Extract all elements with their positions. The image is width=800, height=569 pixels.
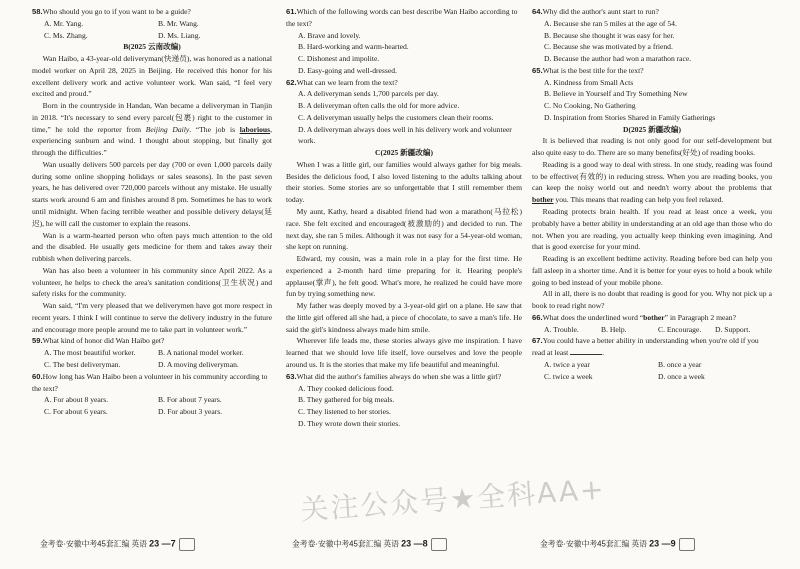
options-59: A. The most beautiful worker. B. A national model worker. C. The best deliveryman. D. A moving deliveryman. (44, 348, 244, 369)
footer-middle: 金考卷·安徽中考45套汇编 英语 23 —8 (292, 538, 447, 551)
section-c-heading: C(2025 新疆改编) (374, 148, 433, 158)
paragraph: Wan usually delivers 500 parcels per day (700 or even 1,000 parcels daily during some online shopping holidays or sales seasons). In the past seven years, he has delivered over 720,000 parcels without any mistake. He usually starts work around 6 am and finishes around 8 pm. Sometimes he has to work until midnight. When facing terrible weather and possible delivery delays(延迟), he will call the customer to explain the reasons. (32, 159, 272, 228)
question-64: 64.Why did the author's aunt start to run? (532, 7, 659, 16)
paragraph: Wan Haibo, a 43-year-old deliveryman(快递员), was honored as a national model worker on April 28, 2025 in Beijing. He received this honor for his excellent delivery work and active volunteer work. Wan said, “I feel very excited and proud.” (32, 54, 272, 99)
paragraph: My aunt, Kathy, heard a disabled friend had won a marathon(马拉松) race. She felt excited and encouraged(被激励的) and decided to run. The next day, she ran 5 miles. Although it was not easy for a 54-year-old woman, she kept on running. (286, 207, 522, 252)
underlined-word: bother (532, 195, 554, 205)
paragraph: Reading is a good way to deal with stress. In one study, reading was found to be effective(有效的) in reducing stress. When you are reading books, you can keep the noisy world out and needn't worry about the problems that bother you. This means that reading can help you feel relaxed. (532, 159, 772, 205)
paragraph: When I was a little girl, our families would always gather for big meals. Besides the delicious food, I also loved listening to the adults talking about their stories. Some stories are so unforgettable that I still remember them today. (286, 159, 522, 205)
publisher-logo-icon (679, 538, 695, 551)
question-63: 63.What did the author's families always do when she was a little girl? (286, 371, 502, 381)
answer-blank (570, 347, 602, 355)
paragraph: It is believed that reading is not only good for our self-development but also quite easy to do. There are so many benefits(好处) of reading books. (532, 136, 772, 158)
question-60: 60.How long has Wan Haibo been a volunteer in his community according to the text? (32, 371, 268, 393)
publisher-logo-icon (431, 538, 447, 551)
page-number: 23 —8 (401, 538, 428, 549)
options-64: A. Because she ran 5 miles at the age of 54. B. Because she thought it was easy for her. C. Because she was motivated by a friend. D. Because the author had won a marathon race. (544, 18, 692, 64)
page-number: 23 —7 (149, 538, 176, 549)
question-62: 62.What can we learn from the text? (286, 77, 398, 87)
paragraph: Reading protects brain health. If you read at least once a week, you probably have a better ability in understanding at an old age than those who do not. When you are reading, you actually keep thinking even imagining. And that is good exercise for your mind. (532, 207, 772, 252)
footer-right: 金考卷·安徽中考45套汇编 英语 23 —9 (540, 538, 695, 551)
watermark: 关注公众号★全科AA+ (299, 472, 607, 527)
paragraph: Edward, my cousin, was a main role in a play for the first time. He experienced a 2-month hard time preparing for it. Hearing people's applause(掌声), he felt good. What's more, he realized he could have more fun by trying something new. (286, 254, 522, 299)
column-left (32, 6, 272, 418)
page-number: 23 —9 (649, 538, 676, 549)
options-66: A. Trouble. B. Help. C. Encourage. D. Support. (544, 324, 751, 334)
section-d-heading: D(2025 新疆改编) (622, 124, 681, 134)
footer-left: 金考卷·安徽中考45套汇编 英语 23 —7 (40, 538, 195, 551)
question-58: 58.Who should you go to if you want to be a guide? (32, 7, 191, 16)
paragraph: Wan has also been a volunteer in his community since April 2022. As a volunteer, he helps to check the area's sanitation conditions(卫生状况) and safety risks for the community. (32, 265, 272, 299)
question-61: 61.Which of the following words can best describe Wan Haibo according to the text? (286, 7, 518, 28)
column-right (532, 6, 772, 383)
underlined-word: laborious (239, 124, 271, 134)
paragraph: Born in the countryside in Handan, Wan became a deliveryman in Tianjin in 2018. “It's necessary to send every parcel(包裹) right to the customer in time,” he told the reporter from Beijing Daily. “The job is laborious, experiencing sunburn and wind. I thought about stopping, but finally got through the difficulties.” (32, 101, 272, 158)
question-67: 67.You could have a better ability in understanding when you're old if you read at least . (532, 336, 759, 358)
options-63: A. They cooked delicious food. B. They gathered for big meals. C. They listened to her stories. D. They wrote down their stories. (298, 383, 401, 428)
question-59: 59.What kind of honor did Wan Haibo get? (32, 336, 165, 346)
options-61: A. Brave and lovely. B. Hard-working and warm-hearted. C. Dishonest and impolite. D. Easy-going and well-dressed. (298, 30, 409, 75)
paragraph: My father was deeply moved by a 3-year-old girl on a plane. He saw that the little girl offered all she had, a piece of chocolate, to save a man's life. He said the girl's kindness always made him smile. (286, 301, 522, 334)
paragraph: Reading is an excellent bedtime activity. Reading before bed can help you fall asleep in a shorter time. And it is better for your eyes to hold a book while going to bed instead of your mobile phone. (532, 254, 772, 287)
paragraph: Wherever life leads me, these stories always give me inspiration. I have learned that we should love life itself, love ourselves and love the people around us. It is the stories that make my life beautiful and meaningful. (286, 336, 522, 369)
options-58: A. Mr. Yang. B. Mr. Wang. C. Ms. Zhang. D. Ms. Liang. (44, 18, 201, 40)
publisher-logo-icon (179, 538, 195, 551)
paragraph: All in all, there is no doubt that reading is good for you. Why not pick up a book to read right now? (532, 289, 772, 311)
section-b-heading: B(2025 云南改编) (123, 42, 181, 52)
paragraph: Wan is a warm-hearted person who often pays much attention to the old and the disabled. He usually gets medicine for them and takes away their rubbish when delivering parcels. (32, 230, 272, 264)
paragraph: Wan said, “I'm very pleased that we deliverymen have got more respect in recent years. I think I will continue to serve the delivery industry in the future and encourage more people around me to take part in volunteer work.” (32, 301, 272, 334)
options-65: A. Kindness from Small Acts B. Believe in Yourself and Try Something New C. No Cooking, No Gathering D. Inspiration from Stories Shared in Family Gatherings (544, 77, 716, 122)
options-67: A. twice a year B. once a year C. twice a week D. once a week (544, 359, 705, 381)
options-60: A. For about 8 years. B. For about 7 years. C. For about 6 years. D. For about 3 years. (44, 395, 223, 417)
column-middle (286, 6, 522, 430)
options-62: A. A deliveryman sends 1,700 parcels per day. B. A deliveryman often calls the old for more advice. C. A deliveryman usually helps the customers clean their rooms. D. A deliveryman always does well in his delivery work and volunteer work. (298, 89, 512, 146)
question-65: 65.What is the best title for the text? (532, 65, 644, 75)
question-66: 66.What does the underlined word “bother” in Paragraph 2 mean? (532, 312, 736, 322)
